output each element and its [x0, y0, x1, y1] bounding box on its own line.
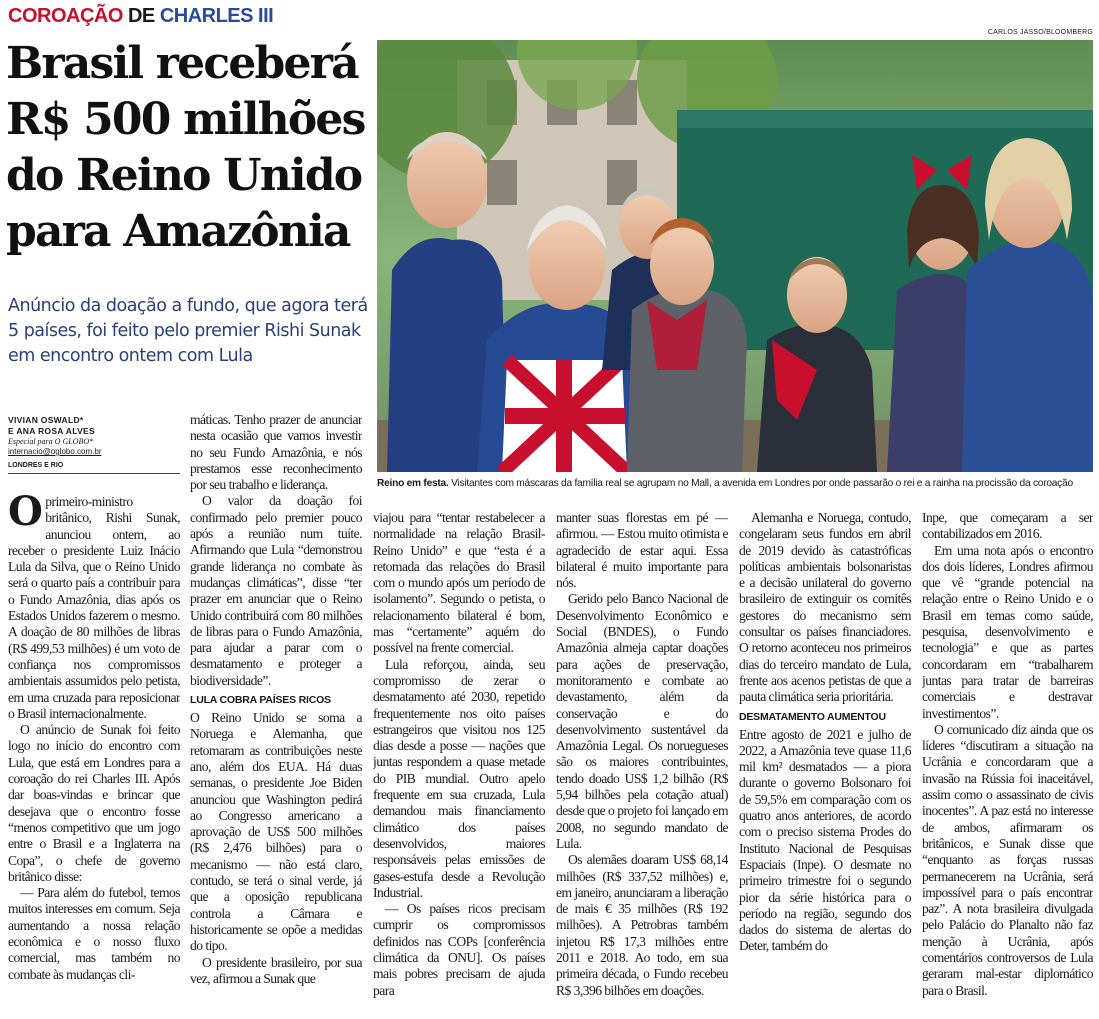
caption-lead: Reino em festa. — [377, 478, 449, 489]
article-column-4 — [556, 510, 728, 1016]
paragraph: O Reino Unido se soma a Noruega e Alemanha, que retomaram as contribuições neste ano, além dos EUA. Há duas semanas, o presidente Joe Biden anunciou que Washington pedirá ao Congresso americano a aprovação de US$ 500 milhões (R$ 2,476 bilhões) para o mecanismo — não está claro, contudo, se terá o sinal verde, já que a oposição republicana controla a Câmara e historicamente se opõe a medidas do tipo. — [190, 710, 362, 954]
kicker-part-3: CHARLES III — [159, 5, 274, 27]
author-role: Especial para O GLOBO* — [8, 437, 94, 446]
paragraph: O anúncio de Sunak foi feito logo no início do encontro com Lula, que está em Londres para a coroação do rei Charles III. Após dar boas-vindas e brincar que desejava que o encontro fosse “menos competitivo que um jogo entre o Brasil e a Inglaterra na Copa”, o chefe de governo britânico disse: — [8, 722, 180, 884]
article-column-2 — [190, 412, 362, 1016]
paragraph: Alemanha e Noruega, contudo, congelaram seus fundos em abril de 2019 devido às catastróficas políticas ambientais bolsonaristas e a decisão unilateral do governo brasileiro de extinguir os comitês gestores do mecanismo sem consultar os países financiadores. O retorno aconteceu nos primeiros dias do terceiro mandato de Lula, frente aos acenos petistas de que a pauta climática seria prioritária. — [739, 510, 911, 705]
paragraph-lead: Oprimeiro-ministro britânico, Rishi Sunak, anunciou ontem, ao receber o presidente Luiz Inácio Lula da Silva, que o Reino Unido será o quarto país a contribuir para o Fundo Amazônia, dias após os Estados Unidos fazerem o mesmo. A doação de 80 milhões de libras (R$ 499,53 milhões) é um voto de confiança nos compromissos ambientais assumidos pelo petista, em uma cruzada para reposicionar o Brasil internacionalmente. — [8, 494, 180, 721]
paragraph: Entre agosto de 2021 e julho de 2022, a Amazônia teve quase 11,6 mil km² desmatados — a piora durante o governo Bolsonaro foi de 59,5% em comparação com os quatro anos anteriores, de acordo com o preciso sistema Prodes do Instituto Nacional de Pesquisas Espaciais (Inpe). O desmate no primeiro trimestre foi o segundo pior da série histórica para o período na região, segundo dos dados do sistema de alertas do Deter, também do — [739, 726, 911, 954]
article-column-5 — [739, 510, 911, 1016]
paragraph: viajou para “tentar restabelecer a normalidade na relação Brasil-Reino Unido” e que “esta é a retomada das relações do Brasil com o mundo após um período de isolamento”. Segundo o petista, o relacionamento bilateral é bom, mas “certamente” aquém do possível na frente comercial. — [373, 510, 545, 656]
photo-credit: CARLOS JASSO/BLOOMBERG — [987, 29, 1093, 36]
kicker-part-1: COROAÇÃO — [8, 5, 123, 27]
photo-caption — [377, 477, 1093, 491]
paragraph: O presidente brasileiro, por sua vez, afirmou a Sunak que — [190, 954, 362, 986]
photo-illustration — [377, 40, 1093, 472]
paragraph: Lula reforçou, ainda, seu compromisso de zerar o desmatamento até 2030, repetido frequentemente nos oito países estrangeiros que visitou nos 125 dias desde a posse — nações que juntas respondem a quase metade do PIB mundial. Outro apelo frequente em sua cruzada, Lula demandou mais financiamento climático dos países desenvolvidos, maiores responsáveis pelas emissões de gases-estufa desde a Revolução Industrial. — [373, 656, 545, 900]
caption-text: Visitantes com máscaras da família real se agrupam no Mall, a avenida em Londres por onde passarão o rei e a rainha na procissão da coroação — [451, 478, 1073, 489]
headline: Brasil receberá R$ 500 milhões do Reino Unido para Amazônia — [6, 38, 365, 257]
article-column-6 — [922, 510, 1093, 1016]
author-2: E ANA ROSA ALVES — [8, 426, 95, 436]
paragraph: — Para além do futebol, temos muitos interesses em comum. Seja aumentando a nossa relação econômica e o nosso fluxo comercial, mas também no combate às mudanças cli- — [8, 885, 180, 982]
paragraph: Os alemães doaram US$ 68,14 milhões (R$ 337,52 milhões) e, em janeiro, anunciaram a liberação de mais € 35 milhões (R$ 192 milhões). A Petrobras também injetou R$ 17,3 milhões entre 2011 e 2018. Ao todo, em sua primeira década, o Fundo recebeu R$ 3,396 bilhões em doações. — [556, 852, 728, 998]
paragraph: O comunicado diz ainda que os líderes “discutiram a situação na Ucrânia e concordaram que a invasão na Rússia foi inaceitável, assim como o assassinato de civis inocentes”. A paz está no interesse de ambos, afirmaram os britânicos, e Sunak disse que “enquanto as forças russas permanecerem na Ucrânia, será impossível para o país encontrar paz”. A nota brasileira divulgada pelo Palácio do Planalto não faz menção à Ucrânia, após comentários controversos de Lula geraram mal-estar diplomático para o Brasil. — [922, 721, 1093, 998]
paragraph: manter suas florestas em pé — afirmou. — Estou muito otimista e agradecido de estar aqui. Essa bilateral é muito importante para nós. — [556, 510, 728, 591]
author-1: VIVIAN OSWALD* — [8, 415, 84, 425]
paragraph: Em uma nota após o encontro dos dois líderes, Londres afirmou que vê “grande potencial na relação entre o Reino Unido e o Brasil em temas como saúde, pesquisa, desenvolvimento e tecnologia” e que as partes concordaram em “trabalharem juntas para tratar de barreiras comerciais e destravar investimentos”. — [922, 542, 1093, 721]
author-email-link[interactable]: internacio@oglobo.com.br — [8, 447, 102, 456]
dateline-place: LONDRES E RIO — [8, 462, 64, 469]
drop-cap: O — [8, 494, 43, 535]
byline — [8, 415, 180, 471]
article-column-1 — [8, 494, 180, 1016]
paragraph: Gerido pelo Banco Nacional de Desenvolvimento Econômico e Social (BNDES), o Fundo Amazônia almeja captar doações para ações de preservação, monitoramento e combate ao devastamento, além da conservação e do desenvolvimento sustentável da Amazônia Legal. Os noruegueses são os maiores contribuintes, tendo doado US$ 1,2 bilhão (R$ 5,94 bilhões pela cotação atual) desde que o projeto foi lançado em 2008, no segundo mandato de Lula. — [556, 591, 728, 851]
subheadline: Anúncio da doação a fundo, que agora terá 5 países, foi feito pelo premier Rishi Sunak em encontro ontem com Lula — [8, 296, 368, 366]
paragraph: máticas. Tenho prazer de anunciar nesta ocasião que vamos investir no seu Fundo Amazônia, e nós prestamos esse reconhecimento por seu trabalho e liderança. — [190, 412, 362, 493]
section-heading: DESMATAMENTO AUMENTOU — [739, 710, 886, 723]
section-heading: LULA COBRA PAÍSES RICOS — [190, 694, 331, 707]
paragraph: O valor da doação foi confirmado pelo premier pouco após a reunião num tuíte. Afirmando que Lula “demonstrou grande liderança no combate às mudanças climáticas”, disse “ter prazer em anunciar que o Reino Unido contribuirá com 80 milhões de libras para o Fundo Amazônia, para ajudar a parar com o desmatamento e proteger a biodiversidade”. — [190, 493, 362, 688]
article-column-3 — [373, 510, 545, 1016]
section-kicker — [8, 4, 273, 28]
news-photo — [377, 40, 1093, 472]
paragraph: — Os países ricos precisam cumprir os compromissos definidos nas COPs [conferência climática da ONU]. Os países mais pobres precisam de ajuda para — [373, 901, 545, 998]
paragraph: Inpe, que começaram a ser contabilizados em 2016. — [922, 510, 1093, 542]
kicker-part-2: DE — [127, 5, 155, 27]
byline-divider — [8, 473, 180, 474]
